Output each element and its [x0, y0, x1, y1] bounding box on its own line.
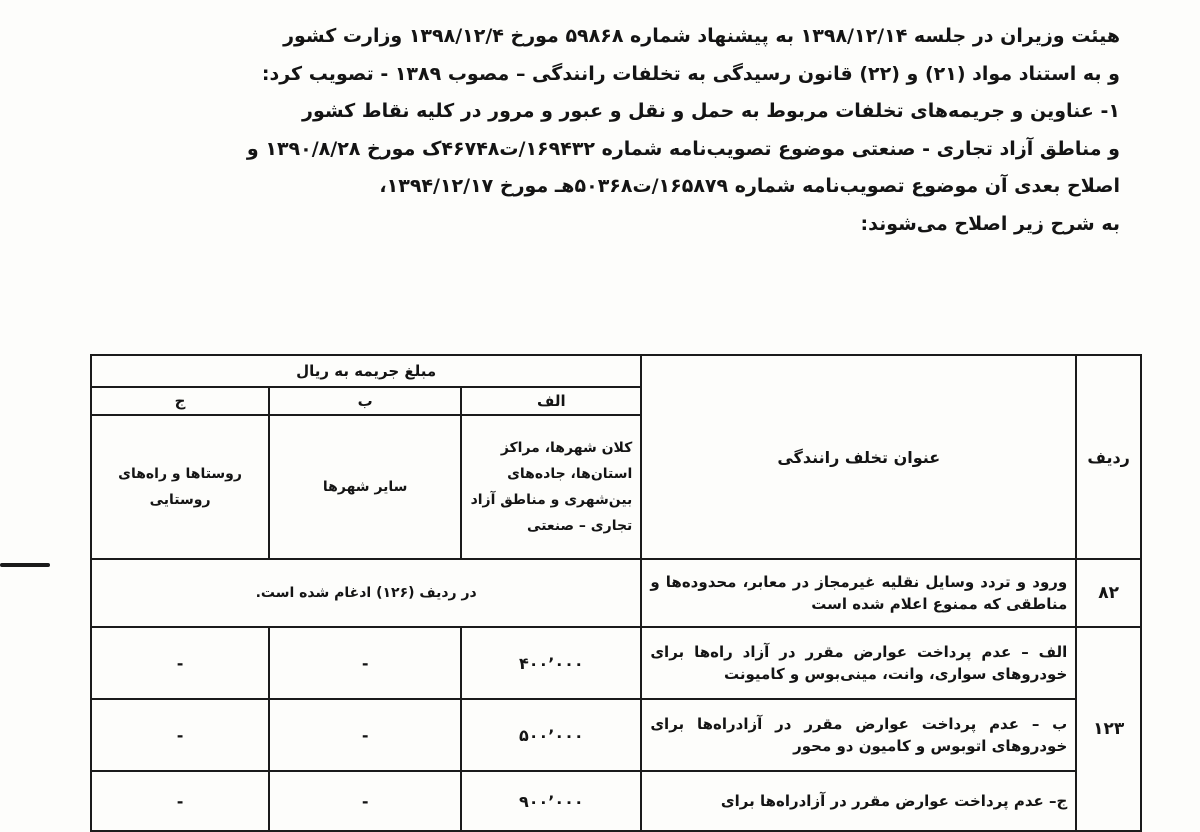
row-violation-title: ج– عدم پرداخت عوارض مقرر در آزادراه‌ها برای — [641, 771, 1076, 831]
intro-line: ۱- عناوین و جریمه‌های تخلفات مربوط به حمل و نقل و عبور و مرور در کلیه نقاط کشور — [302, 100, 1120, 122]
table-row — [91, 627, 1141, 699]
row-fine-col-a: ۹۰۰٬۰۰۰ — [461, 771, 641, 831]
row-fine-col-a: ۵۰۰٬۰۰۰ — [461, 699, 641, 771]
intro-line: هیئت وزیران در جلسه ۱۳۹۸/۱۲/۱۴ به پیشنهاد شماره ۵۹۸۶۸ مورخ ۱۳۹۸/۱۲/۴ وزارت کشور — [283, 25, 1120, 47]
header-col-a-desc: کلان شهرها، مراکز استان‌ها، جاده‌های بین‌شهری و مناطق آزاد تجاری – صنعتی — [461, 415, 641, 559]
row-radif: ۸۲ — [1076, 559, 1141, 627]
row-fine-col-c: - — [91, 771, 269, 831]
row-fine-col-a: ۴۰۰٬۰۰۰ — [461, 627, 641, 699]
row-fine-col-b: - — [269, 771, 461, 831]
row-violation-title: الف – عدم پرداخت عوارض مقرر در آزاد راه‌ها برای خودروهای سواری، وانت، مینی‌بوس و کامیونت — [641, 627, 1076, 699]
intro-line: اصلاح بعدی آن موضوع تصویب‌نامه شماره ۱۶۵۸۷۹/ت۵۰۳۶۸هـ مورخ ۱۳۹۴/۱۲/۱۷، — [379, 175, 1120, 197]
table-row — [91, 699, 1141, 771]
intro-line: به شرح زیر اصلاح می‌شوند: — [860, 212, 1120, 235]
header-col-c: ج — [91, 387, 269, 415]
header-col-b-desc: سایر شهرها — [269, 415, 461, 559]
header-col-b: ب — [269, 387, 461, 415]
header-violation-title: عنوان تخلف رانندگی — [641, 355, 1076, 559]
header-radif: ردیف — [1076, 355, 1141, 559]
table-row — [91, 771, 1141, 831]
row-merged-note: در ردیف (۱۲۶) ادغام شده است. — [91, 559, 641, 627]
margin-pen-mark — [0, 563, 50, 567]
intro-line: و مناطق آزاد تجاری - صنعتی موضوع تصویب‌نامه شماره ۱۶۹۴۳۲/ت۴۶۷۴۸ک مورخ ۱۳۹۰/۸/۲۸ و — [246, 137, 1120, 160]
row-radif: ۱۲۳ — [1076, 627, 1141, 831]
header-fine-amount-group: مبلغ جریمه به ریال — [91, 355, 641, 387]
row-fine-col-c: - — [91, 699, 269, 771]
row-violation-title: ب – عدم پرداخت عوارض مقرر در آزادراه‌ها برای خودروهای اتوبوس و کامیون دو محور — [641, 699, 1076, 771]
row-violation-title: ورود و تردد وسایل نقلیه غیرمجاز در معابر، محدوده‌ها و مناطقی که ممنوع اعلام شده است — [641, 559, 1076, 627]
header-col-a: الف — [461, 387, 641, 415]
fines-table — [90, 354, 1142, 832]
table-row — [91, 559, 1141, 627]
row-fine-col-c: - — [91, 627, 269, 699]
row-fine-col-b: - — [269, 699, 461, 771]
header-col-c-desc: روستاها و راه‌های روستایی — [91, 415, 269, 559]
row-fine-col-b: - — [269, 627, 461, 699]
intro-line: و به استناد مواد (۲۱) و (۲۲) قانون رسیدگی به تخلفات رانندگی – مصوب ۱۳۸۹ - تصویب کرد: — [261, 62, 1120, 85]
intro-paragraph — [60, 18, 1120, 243]
